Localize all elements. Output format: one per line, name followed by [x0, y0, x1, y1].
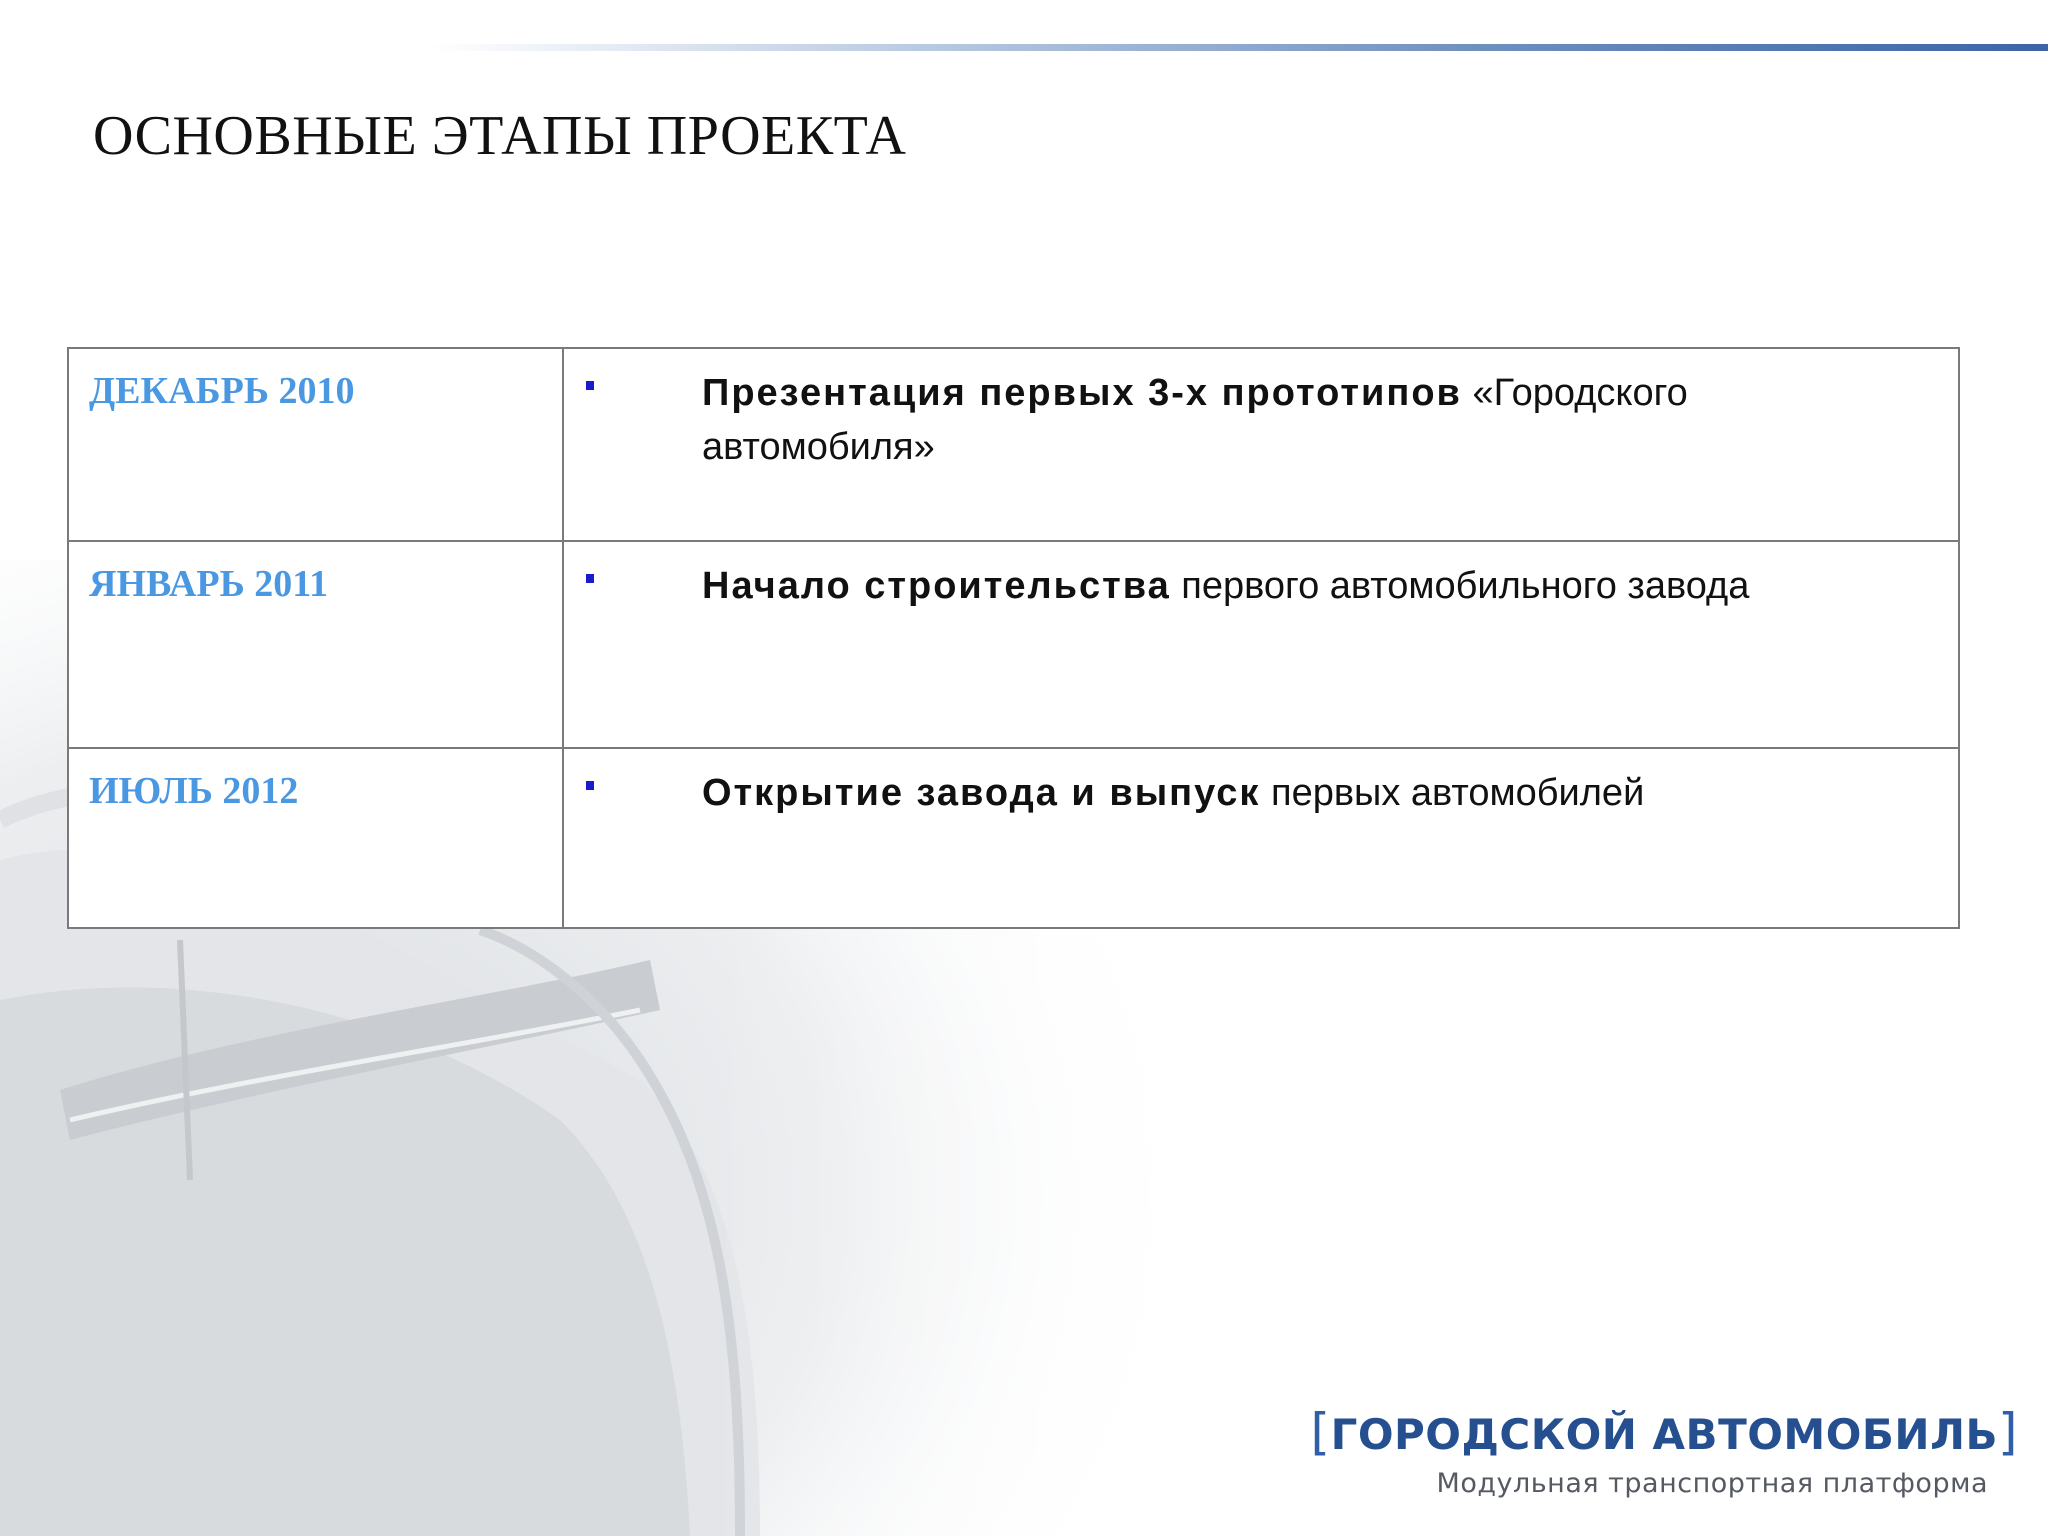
- milestone-event-cell: [563, 748, 1959, 928]
- milestone-event-bold: Презентация первых 3-х прототипов: [702, 372, 1462, 414]
- square-bullet-icon: [586, 574, 594, 583]
- milestone-event-bold: Начало строительства: [702, 565, 1171, 607]
- header-accent-line: [430, 44, 2048, 51]
- milestone-event: [564, 749, 1958, 821]
- square-bullet-icon: [586, 781, 594, 790]
- milestone-date-cell: [68, 541, 563, 748]
- table-row: [68, 748, 1959, 928]
- milestone-date: ИЮЛЬ 2012: [89, 770, 299, 812]
- slide-title: ОСНОВНЫЕ ЭТАПЫ ПРОЕКТА: [93, 105, 907, 167]
- milestone-date: ЯНВАРЬ 2011: [89, 563, 329, 605]
- milestones-table: [67, 347, 1960, 929]
- logo-name: [1311, 1402, 2018, 1462]
- milestone-event-rest: первых автомобилей: [1260, 772, 1645, 814]
- milestone-event-rest: «Городского автомобиля»: [702, 372, 1688, 468]
- milestone-date-cell: [68, 748, 563, 928]
- table-row: [68, 348, 1959, 541]
- milestone-date: ДЕКАБРЬ 2010: [89, 370, 355, 412]
- milestone-event: [564, 542, 1958, 614]
- milestone-event: [564, 349, 1958, 475]
- table-row: [68, 541, 1959, 748]
- logo-bracket-close: ]: [1997, 1403, 2018, 1461]
- square-bullet-icon: [586, 381, 594, 390]
- logo-bracket-open: [: [1310, 1403, 1331, 1461]
- milestone-event-cell: [563, 541, 1959, 748]
- milestone-event-rest: первого автомобильного завода: [1170, 565, 1750, 607]
- logo-tagline: Модульная транспортная платформа: [1436, 1468, 1988, 1499]
- logo-name-text: ГОРОДСКОЙ АВТОМОБИЛЬ: [1330, 1410, 1998, 1459]
- milestone-event-bold: Открытие завода и выпуск: [702, 772, 1261, 814]
- company-logo: [1311, 1402, 2018, 1499]
- milestone-date-cell: [68, 348, 563, 541]
- milestone-event-cell: [563, 348, 1959, 541]
